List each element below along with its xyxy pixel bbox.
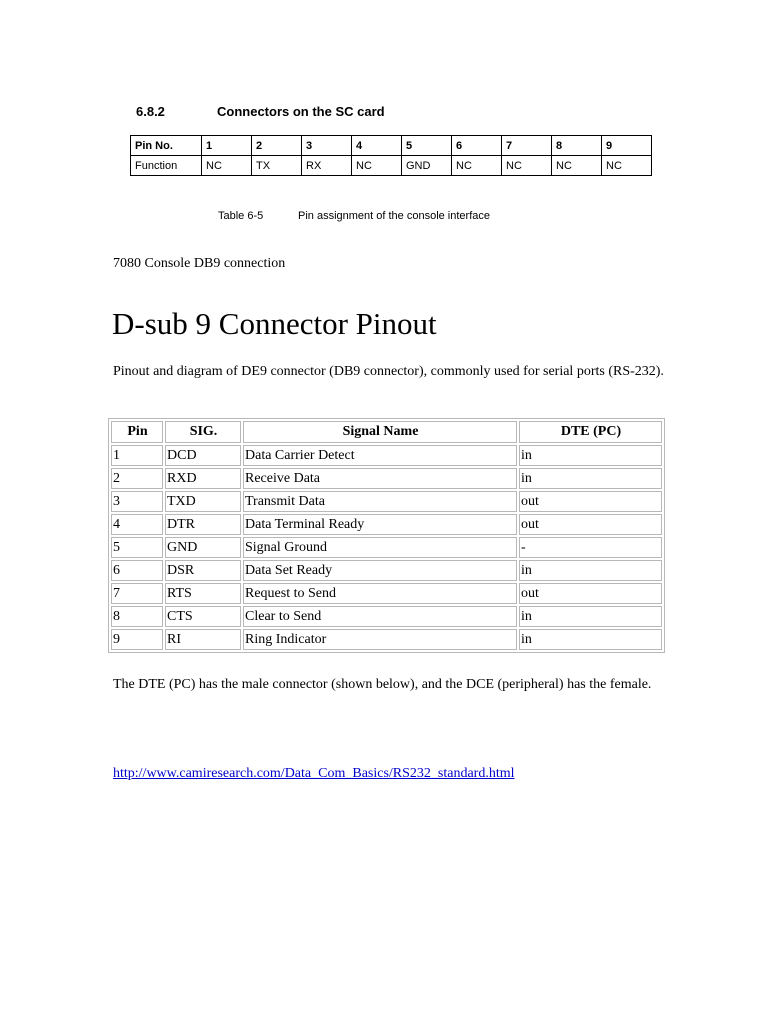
sig-cell: DTR xyxy=(165,514,241,535)
table-row xyxy=(111,629,662,650)
dte-cell: out xyxy=(519,583,662,604)
sig-cell: RXD xyxy=(165,468,241,489)
pin-cell: 4 xyxy=(111,514,163,535)
column-header-dte: DTE (PC) xyxy=(519,421,662,443)
sig-cell: GND xyxy=(165,537,241,558)
dte-cell: in xyxy=(519,560,662,581)
signal-name-cell: Clear to Send xyxy=(243,606,517,627)
sig-cell: RI xyxy=(165,629,241,650)
table-row xyxy=(111,560,662,581)
sc-cell: Function xyxy=(131,156,202,176)
pin-cell: 8 xyxy=(111,606,163,627)
table-row xyxy=(111,491,662,512)
sc-cell: NC xyxy=(452,156,502,176)
pin-cell: 7 xyxy=(111,583,163,604)
sig-cell: RTS xyxy=(165,583,241,604)
sc-cell: NC xyxy=(602,156,652,176)
sc-cell: 9 xyxy=(602,136,652,156)
signal-name-cell: Request to Send xyxy=(243,583,517,604)
sc-cell: NC xyxy=(202,156,252,176)
dte-cell: out xyxy=(519,514,662,535)
table-header-row xyxy=(111,421,662,443)
table-row xyxy=(111,583,662,604)
pin-cell: 2 xyxy=(111,468,163,489)
signal-name-cell: Ring Indicator xyxy=(243,629,517,650)
dte-cell: - xyxy=(519,537,662,558)
section-number: 6.8.2 xyxy=(136,104,165,119)
pin-cell: 9 xyxy=(111,629,163,650)
sc-cell: 4 xyxy=(352,136,402,156)
dte-cell: in xyxy=(519,468,662,489)
dte-cell: in xyxy=(519,445,662,466)
column-header-pin: Pin xyxy=(111,421,163,443)
pin-cell: 6 xyxy=(111,560,163,581)
signal-name-cell: Data Set Ready xyxy=(243,560,517,581)
signal-name-cell: Data Terminal Ready xyxy=(243,514,517,535)
sc-cell: NC xyxy=(552,156,602,176)
sc-cell: 1 xyxy=(202,136,252,156)
sc-cell: 3 xyxy=(302,136,352,156)
table-row xyxy=(111,606,662,627)
table-row xyxy=(111,445,662,466)
sc-cell: 5 xyxy=(402,136,452,156)
dte-cell: out xyxy=(519,491,662,512)
sc-function-row xyxy=(131,156,652,176)
dte-cell: in xyxy=(519,629,662,650)
sc-card-pin-table xyxy=(130,135,652,176)
sc-cell: 6 xyxy=(452,136,502,156)
connector-note-paragraph: The DTE (PC) has the male connector (shown below), and the DCE (peripheral) has the female. xyxy=(113,677,652,692)
sc-pin-row xyxy=(131,136,652,156)
page-title: D-sub 9 Connector Pinout xyxy=(112,306,437,341)
column-header-sig: SIG. xyxy=(165,421,241,443)
sig-cell: CTS xyxy=(165,606,241,627)
reference-link[interactable]: http://www.camiresearch.com/Data_Com_Basics/RS232_standard.html xyxy=(113,766,515,781)
sc-cell: GND xyxy=(402,156,452,176)
sc-cell: NC xyxy=(502,156,552,176)
sig-cell: DSR xyxy=(165,560,241,581)
sc-cell: 8 xyxy=(552,136,602,156)
sc-cell: TX xyxy=(252,156,302,176)
pin-cell: 5 xyxy=(111,537,163,558)
console-connection-text: 7080 Console DB9 connection xyxy=(113,256,286,271)
table-caption-number: Table 6-5 xyxy=(218,210,264,222)
signal-name-cell: Signal Ground xyxy=(243,537,517,558)
table-row xyxy=(111,514,662,535)
sc-cell: NC xyxy=(352,156,402,176)
sig-cell: DCD xyxy=(165,445,241,466)
db9-pinout-table xyxy=(108,418,665,653)
column-header-signal-name: Signal Name xyxy=(243,421,517,443)
sc-cell: Pin No. xyxy=(131,136,202,156)
pin-cell: 1 xyxy=(111,445,163,466)
signal-name-cell: Transmit Data xyxy=(243,491,517,512)
table-row xyxy=(111,537,662,558)
signal-name-cell: Receive Data xyxy=(243,468,517,489)
section-title: Connectors on the SC card xyxy=(217,104,385,119)
sc-cell: 7 xyxy=(502,136,552,156)
pin-cell: 3 xyxy=(111,491,163,512)
dte-cell: in xyxy=(519,606,662,627)
table-row xyxy=(111,468,662,489)
sc-cell: RX xyxy=(302,156,352,176)
signal-name-cell: Data Carrier Detect xyxy=(243,445,517,466)
sig-cell: TXD xyxy=(165,491,241,512)
intro-paragraph: Pinout and diagram of DE9 connector (DB9 connector), commonly used for serial ports (RS-232). xyxy=(113,364,664,379)
table-caption-text: Pin assignment of the console interface xyxy=(298,210,491,222)
sc-cell: 2 xyxy=(252,136,302,156)
